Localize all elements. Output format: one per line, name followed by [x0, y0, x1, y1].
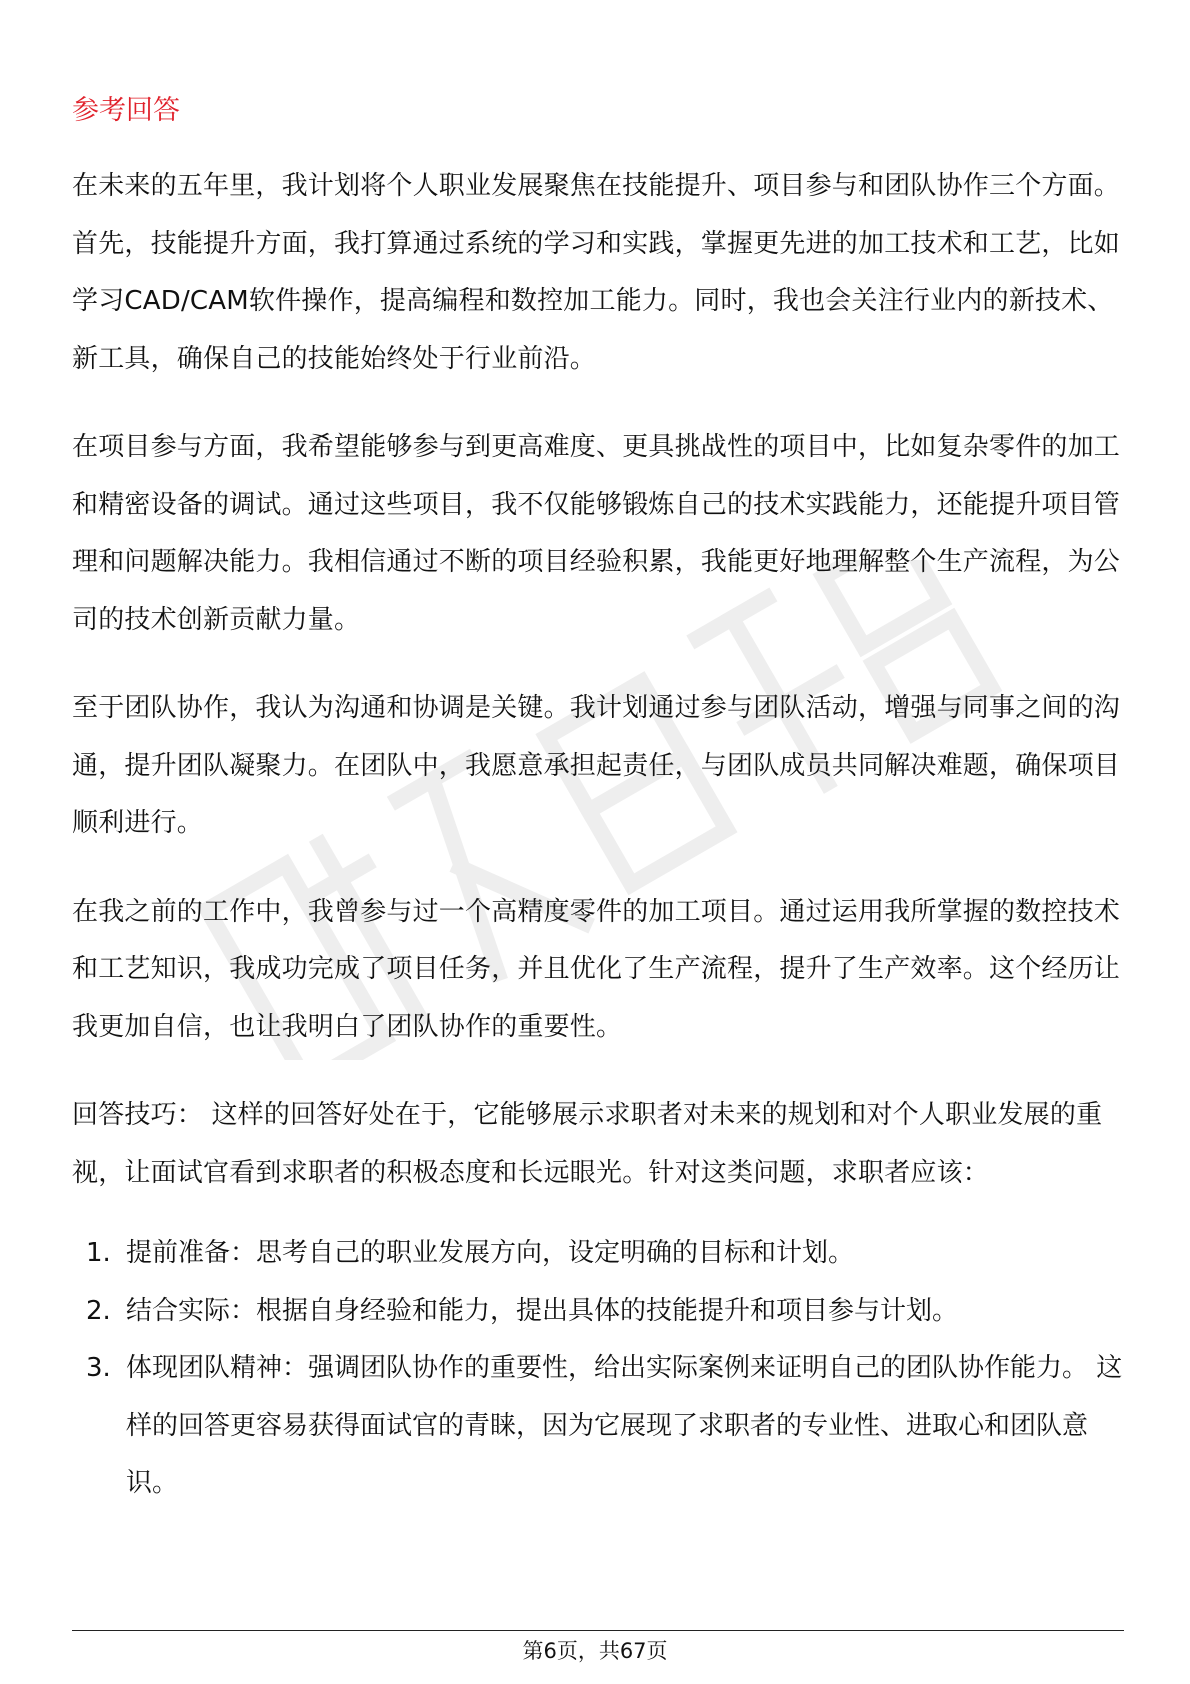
- list-number: 3.: [86, 1353, 111, 1383]
- paragraph-teamwork: 至于团队协作，我认为沟通和协调是关键。我计划通过参与团队活动，增强与同事之间的沟通，提升团队凝聚力。在团队中，我愿意承担起责任，与团队成员共同解决难题，确保项目顺利进行。: [72, 693, 1121, 838]
- list-item: [72, 1225, 1124, 1283]
- list-item-text: 结合实际：根据自身经验和能力，提出具体的技能提升和项目参与计划。: [126, 1295, 959, 1326]
- paragraph-past-experience: 在我之前的工作中，我曾参与过一个高精度零件的加工项目。通过运用我所掌握的数控技术和工艺知识，我成功完成了项目任务，并且优化了生产流程，提升了生产效率。这个经历让我更加自信，也让我明白了团队协作的重要性。: [72, 896, 1121, 1042]
- list-number: 1.: [86, 1238, 111, 1268]
- list-number: 2.: [86, 1295, 111, 1326]
- list-item: [72, 1340, 1124, 1513]
- footer-divider: [72, 1630, 1124, 1631]
- list-item-text: 提前准备：思考自己的职业发展方向，设定明确的目标和计划。: [126, 1238, 855, 1268]
- page-number: 第6页，共67页: [522, 1639, 668, 1663]
- tips-list: [72, 1225, 1124, 1513]
- paragraph-answer-tips: 回答技巧： 这样的回答好处在于，它能够展示求职者对未来的规划和对个人职业发展的重视，让面试官看到求职者的积极态度和长远眼光。针对这类问题，求职者应该：: [72, 1100, 1103, 1188]
- paragraph-project-participation: 在项目参与方面，我希望能够参与到更高难度、更具挑战性的项目中，比如复杂零件的加工和精密设备的调试。通过这些项目，我不仅能够锻炼自己的技术实践能力，还能提升项目管理和问题解决能力。我相信通过不断的项目经验积累，我能更好地理解整个生产流程，为公司的技术创新贡献力量。: [72, 432, 1121, 635]
- paragraph-career-focus: 在未来的五年里，我计划将个人职业发展聚焦在技能提升、项目参与和团队协作三个方面。首先，技能提升方面，我打算通过系统的学习和实践，掌握更先进的加工技术和工艺，比如学习CAD/CAM软件操作，提高编程和数控加工能力。同时，我也会关注行业内的新技术、新工具，确保自己的技能始终处于行业前沿。: [72, 171, 1121, 374]
- answer-body: [72, 158, 1124, 1513]
- list-item: [72, 1283, 1124, 1341]
- list-item-text: 体现团队精神：强调团队协作的重要性，给出实际案例来证明自己的团队协作能力。 这样的回答更容易获得面试官的青睐，因为它展现了求职者的专业性、进取心和团队意识。: [126, 1353, 1123, 1498]
- answer-heading: 参考回答: [72, 95, 180, 126]
